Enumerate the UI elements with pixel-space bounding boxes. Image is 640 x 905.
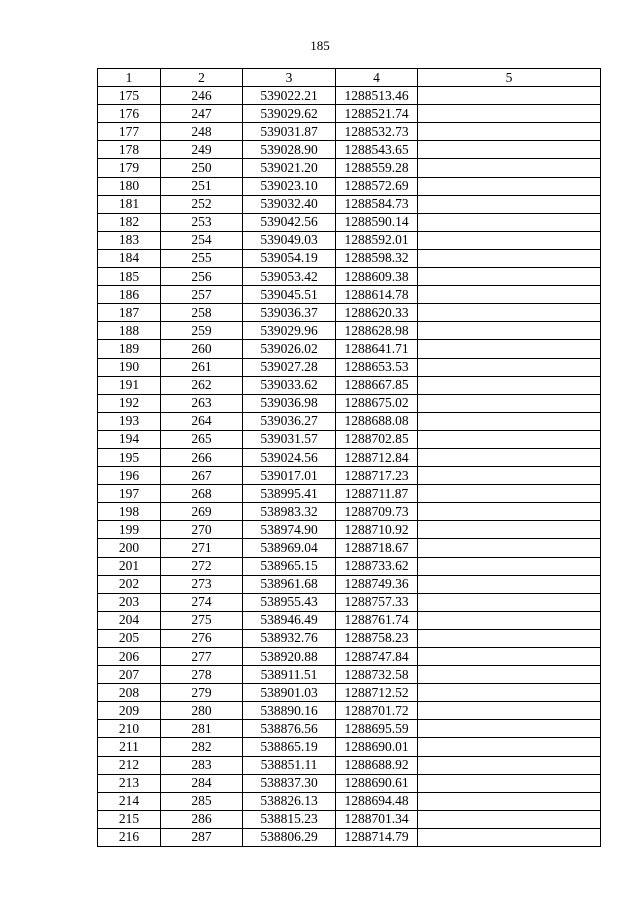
table-cell: 1288598.32 bbox=[336, 249, 418, 267]
table-cell bbox=[418, 756, 601, 774]
table-cell bbox=[418, 105, 601, 123]
table-cell: 266 bbox=[161, 448, 243, 466]
table-cell: 1288584.73 bbox=[336, 195, 418, 213]
table-cell: 1288688.08 bbox=[336, 412, 418, 430]
table-cell: 1288712.84 bbox=[336, 448, 418, 466]
table-row bbox=[98, 412, 601, 430]
table-cell: 538911.51 bbox=[243, 666, 336, 684]
table-cell: 189 bbox=[98, 340, 161, 358]
table-cell: 1288695.59 bbox=[336, 720, 418, 738]
table-cell: 1288688.92 bbox=[336, 756, 418, 774]
table-cell: 539032.40 bbox=[243, 195, 336, 213]
table-cell: 538965.15 bbox=[243, 557, 336, 575]
table-cell: 1288532.73 bbox=[336, 123, 418, 141]
table-row bbox=[98, 720, 601, 738]
table-cell: 539024.56 bbox=[243, 448, 336, 466]
table-cell: 210 bbox=[98, 720, 161, 738]
table-cell: 254 bbox=[161, 231, 243, 249]
table-cell: 181 bbox=[98, 195, 161, 213]
table-cell: 1288718.67 bbox=[336, 539, 418, 557]
column-header: 5 bbox=[418, 69, 601, 87]
table-cell: 539026.02 bbox=[243, 340, 336, 358]
table-cell: 207 bbox=[98, 666, 161, 684]
table-row bbox=[98, 213, 601, 231]
table-cell: 272 bbox=[161, 557, 243, 575]
table-cell: 180 bbox=[98, 177, 161, 195]
table-cell: 1288694.48 bbox=[336, 792, 418, 810]
table-cell bbox=[418, 774, 601, 792]
table-cell: 175 bbox=[98, 87, 161, 105]
column-header: 4 bbox=[336, 69, 418, 87]
table-row bbox=[98, 738, 601, 756]
table-cell: 273 bbox=[161, 575, 243, 593]
table-body bbox=[98, 87, 601, 847]
table-cell bbox=[418, 177, 601, 195]
table-row bbox=[98, 611, 601, 629]
table-cell bbox=[418, 629, 601, 647]
table-cell bbox=[418, 810, 601, 828]
table-cell: 1288749.36 bbox=[336, 575, 418, 593]
table-row bbox=[98, 666, 601, 684]
table-cell: 279 bbox=[161, 684, 243, 702]
table-cell: 286 bbox=[161, 810, 243, 828]
table-cell: 1288628.98 bbox=[336, 322, 418, 340]
table-cell: 1288709.73 bbox=[336, 503, 418, 521]
table-cell: 282 bbox=[161, 738, 243, 756]
column-header: 3 bbox=[243, 69, 336, 87]
table-header-row bbox=[98, 69, 601, 87]
table-cell bbox=[418, 467, 601, 485]
table-row bbox=[98, 684, 601, 702]
table-cell: 246 bbox=[161, 87, 243, 105]
table-cell: 538876.56 bbox=[243, 720, 336, 738]
table-row bbox=[98, 268, 601, 286]
table-cell bbox=[418, 286, 601, 304]
table-row bbox=[98, 467, 601, 485]
table-cell: 262 bbox=[161, 376, 243, 394]
table-cell: 1288620.33 bbox=[336, 304, 418, 322]
table-cell: 539036.98 bbox=[243, 394, 336, 412]
table-row bbox=[98, 141, 601, 159]
table-cell bbox=[418, 430, 601, 448]
table-cell bbox=[418, 394, 601, 412]
table-cell: 539017.01 bbox=[243, 467, 336, 485]
table-row bbox=[98, 87, 601, 105]
table-cell: 285 bbox=[161, 792, 243, 810]
table-cell bbox=[418, 648, 601, 666]
table-row bbox=[98, 756, 601, 774]
table-cell: 1288710.92 bbox=[336, 521, 418, 539]
table-cell: 538901.03 bbox=[243, 684, 336, 702]
table-cell: 1288747.84 bbox=[336, 648, 418, 666]
table-cell: 205 bbox=[98, 629, 161, 647]
table-cell: 538851.11 bbox=[243, 756, 336, 774]
table-cell bbox=[418, 557, 601, 575]
table-cell: 264 bbox=[161, 412, 243, 430]
table-cell: 538890.16 bbox=[243, 702, 336, 720]
table-cell bbox=[418, 213, 601, 231]
column-header: 1 bbox=[98, 69, 161, 87]
table-cell: 179 bbox=[98, 159, 161, 177]
table-cell: 275 bbox=[161, 611, 243, 629]
table-row bbox=[98, 340, 601, 358]
table-cell bbox=[418, 322, 601, 340]
table-cell: 196 bbox=[98, 467, 161, 485]
table-cell: 208 bbox=[98, 684, 161, 702]
table-cell bbox=[418, 611, 601, 629]
table-cell: 281 bbox=[161, 720, 243, 738]
table-row bbox=[98, 358, 601, 376]
table-cell: 278 bbox=[161, 666, 243, 684]
table-row bbox=[98, 430, 601, 448]
table-cell: 539027.28 bbox=[243, 358, 336, 376]
table-cell: 1288757.33 bbox=[336, 593, 418, 611]
table-cell: 271 bbox=[161, 539, 243, 557]
table-row bbox=[98, 286, 601, 304]
table-cell: 201 bbox=[98, 557, 161, 575]
table-cell: 538955.43 bbox=[243, 593, 336, 611]
table-cell: 216 bbox=[98, 828, 161, 846]
table-cell: 258 bbox=[161, 304, 243, 322]
table-cell bbox=[418, 123, 601, 141]
table-cell: 185 bbox=[98, 268, 161, 286]
table-cell: 1288543.65 bbox=[336, 141, 418, 159]
table-cell: 209 bbox=[98, 702, 161, 720]
table-cell: 257 bbox=[161, 286, 243, 304]
table-row bbox=[98, 503, 601, 521]
table-cell: 1288572.69 bbox=[336, 177, 418, 195]
table-cell: 277 bbox=[161, 648, 243, 666]
table-cell bbox=[418, 684, 601, 702]
table-cell: 249 bbox=[161, 141, 243, 159]
table-row bbox=[98, 485, 601, 503]
table-row bbox=[98, 123, 601, 141]
table-cell: 1288675.02 bbox=[336, 394, 418, 412]
table-cell: 1288614.78 bbox=[336, 286, 418, 304]
table-row bbox=[98, 195, 601, 213]
table-cell bbox=[418, 738, 601, 756]
table-row bbox=[98, 105, 601, 123]
table-cell: 538932.76 bbox=[243, 629, 336, 647]
table-cell: 1288761.74 bbox=[336, 611, 418, 629]
table-cell: 1288590.14 bbox=[336, 213, 418, 231]
table-cell bbox=[418, 231, 601, 249]
table-cell: 203 bbox=[98, 593, 161, 611]
table-row bbox=[98, 521, 601, 539]
table-cell: 1288711.87 bbox=[336, 485, 418, 503]
table-cell: 1288609.38 bbox=[336, 268, 418, 286]
table-cell bbox=[418, 448, 601, 466]
table-row bbox=[98, 249, 601, 267]
table-cell bbox=[418, 828, 601, 846]
table-cell: 192 bbox=[98, 394, 161, 412]
table-cell: 1288667.85 bbox=[336, 376, 418, 394]
table-row bbox=[98, 376, 601, 394]
table-cell: 200 bbox=[98, 539, 161, 557]
table-cell: 276 bbox=[161, 629, 243, 647]
table-row bbox=[98, 828, 601, 846]
table-cell: 1288521.74 bbox=[336, 105, 418, 123]
table-cell: 280 bbox=[161, 702, 243, 720]
table-cell: 538806.29 bbox=[243, 828, 336, 846]
table-cell: 539033.62 bbox=[243, 376, 336, 394]
table-cell: 256 bbox=[161, 268, 243, 286]
table-cell: 1288701.72 bbox=[336, 702, 418, 720]
table-cell bbox=[418, 159, 601, 177]
table-cell: 539022.21 bbox=[243, 87, 336, 105]
table-cell: 1288702.85 bbox=[336, 430, 418, 448]
table-row bbox=[98, 322, 601, 340]
table-cell: 274 bbox=[161, 593, 243, 611]
table-cell: 198 bbox=[98, 503, 161, 521]
table-cell bbox=[418, 666, 601, 684]
table-row bbox=[98, 557, 601, 575]
page-number: 185 bbox=[310, 38, 330, 53]
table-cell: 253 bbox=[161, 213, 243, 231]
table-cell: 539031.87 bbox=[243, 123, 336, 141]
table-cell: 539031.57 bbox=[243, 430, 336, 448]
table-cell: 251 bbox=[161, 177, 243, 195]
table-cell: 247 bbox=[161, 105, 243, 123]
table-cell bbox=[418, 249, 601, 267]
table-cell: 539042.56 bbox=[243, 213, 336, 231]
table-row bbox=[98, 810, 601, 828]
table-cell bbox=[418, 141, 601, 159]
table-row bbox=[98, 159, 601, 177]
table-cell: 538969.04 bbox=[243, 539, 336, 557]
table-cell: 539036.27 bbox=[243, 412, 336, 430]
table-row bbox=[98, 774, 601, 792]
table-cell: 212 bbox=[98, 756, 161, 774]
table-cell: 250 bbox=[161, 159, 243, 177]
table-cell: 191 bbox=[98, 376, 161, 394]
table-cell: 206 bbox=[98, 648, 161, 666]
table-cell bbox=[418, 195, 601, 213]
table-cell: 1288690.61 bbox=[336, 774, 418, 792]
table-row bbox=[98, 304, 601, 322]
table-cell: 199 bbox=[98, 521, 161, 539]
table-cell: 538837.30 bbox=[243, 774, 336, 792]
table-cell: 255 bbox=[161, 249, 243, 267]
table-cell: 177 bbox=[98, 123, 161, 141]
table-row bbox=[98, 448, 601, 466]
table-cell: 261 bbox=[161, 358, 243, 376]
table-cell: 287 bbox=[161, 828, 243, 846]
table-cell: 1288513.46 bbox=[336, 87, 418, 105]
table-cell bbox=[418, 304, 601, 322]
table-cell: 213 bbox=[98, 774, 161, 792]
table-cell: 197 bbox=[98, 485, 161, 503]
table-cell: 539036.37 bbox=[243, 304, 336, 322]
table-cell: 539029.62 bbox=[243, 105, 336, 123]
table-cell: 539029.96 bbox=[243, 322, 336, 340]
table-cell: 265 bbox=[161, 430, 243, 448]
table-cell: 1288714.79 bbox=[336, 828, 418, 846]
table-cell: 1288732.58 bbox=[336, 666, 418, 684]
table-cell: 269 bbox=[161, 503, 243, 521]
table-cell: 1288701.34 bbox=[336, 810, 418, 828]
table-cell: 539028.90 bbox=[243, 141, 336, 159]
table-cell: 187 bbox=[98, 304, 161, 322]
table-cell: 1288717.23 bbox=[336, 467, 418, 485]
table-row bbox=[98, 539, 601, 557]
table-cell: 184 bbox=[98, 249, 161, 267]
table-cell: 538920.88 bbox=[243, 648, 336, 666]
table-cell: 538946.49 bbox=[243, 611, 336, 629]
table-cell: 284 bbox=[161, 774, 243, 792]
table-cell: 267 bbox=[161, 467, 243, 485]
table-cell: 538961.68 bbox=[243, 575, 336, 593]
table-cell bbox=[418, 702, 601, 720]
table-cell: 260 bbox=[161, 340, 243, 358]
table-cell: 539054.19 bbox=[243, 249, 336, 267]
table-row bbox=[98, 792, 601, 810]
table-cell: 538815.23 bbox=[243, 810, 336, 828]
table-cell bbox=[418, 340, 601, 358]
table-cell: 539053.42 bbox=[243, 268, 336, 286]
table-cell bbox=[418, 268, 601, 286]
table-cell: 268 bbox=[161, 485, 243, 503]
table-cell bbox=[418, 521, 601, 539]
table-cell: 539023.10 bbox=[243, 177, 336, 195]
table-row bbox=[98, 702, 601, 720]
table-cell: 1288712.52 bbox=[336, 684, 418, 702]
table-cell: 195 bbox=[98, 448, 161, 466]
table-cell bbox=[418, 575, 601, 593]
table-cell: 539021.20 bbox=[243, 159, 336, 177]
table-cell: 215 bbox=[98, 810, 161, 828]
table-cell: 188 bbox=[98, 322, 161, 340]
table-cell bbox=[418, 503, 601, 521]
table-cell: 248 bbox=[161, 123, 243, 141]
table-row bbox=[98, 648, 601, 666]
table-cell: 539045.51 bbox=[243, 286, 336, 304]
table-cell: 190 bbox=[98, 358, 161, 376]
table-cell: 538826.13 bbox=[243, 792, 336, 810]
table-cell bbox=[418, 87, 601, 105]
table-cell: 178 bbox=[98, 141, 161, 159]
table-cell: 1288758.23 bbox=[336, 629, 418, 647]
table-cell: 538995.41 bbox=[243, 485, 336, 503]
table-cell: 193 bbox=[98, 412, 161, 430]
table-cell: 214 bbox=[98, 792, 161, 810]
table-cell: 186 bbox=[98, 286, 161, 304]
table-cell bbox=[418, 412, 601, 430]
table-cell: 202 bbox=[98, 575, 161, 593]
table-cell: 538865.19 bbox=[243, 738, 336, 756]
table-row bbox=[98, 575, 601, 593]
table-cell: 194 bbox=[98, 430, 161, 448]
table-cell: 211 bbox=[98, 738, 161, 756]
table-cell: 1288559.28 bbox=[336, 159, 418, 177]
table-row bbox=[98, 231, 601, 249]
table-cell bbox=[418, 593, 601, 611]
table-cell: 1288690.01 bbox=[336, 738, 418, 756]
table-cell bbox=[418, 358, 601, 376]
table-row bbox=[98, 394, 601, 412]
table-cell: 182 bbox=[98, 213, 161, 231]
table-cell: 1288733.62 bbox=[336, 557, 418, 575]
table-cell bbox=[418, 539, 601, 557]
table-cell: 538974.90 bbox=[243, 521, 336, 539]
table-cell: 204 bbox=[98, 611, 161, 629]
table-cell: 263 bbox=[161, 394, 243, 412]
table-cell bbox=[418, 376, 601, 394]
table-cell bbox=[418, 720, 601, 738]
table-cell: 176 bbox=[98, 105, 161, 123]
table-cell: 539049.03 bbox=[243, 231, 336, 249]
table-cell bbox=[418, 485, 601, 503]
table-cell: 538983.32 bbox=[243, 503, 336, 521]
table-cell: 183 bbox=[98, 231, 161, 249]
table-cell: 1288641.71 bbox=[336, 340, 418, 358]
table-row bbox=[98, 177, 601, 195]
table-cell: 259 bbox=[161, 322, 243, 340]
coordinates-table bbox=[97, 68, 601, 847]
table-row bbox=[98, 593, 601, 611]
table-cell: 283 bbox=[161, 756, 243, 774]
table-row bbox=[98, 629, 601, 647]
table-cell: 1288653.53 bbox=[336, 358, 418, 376]
column-header: 2 bbox=[161, 69, 243, 87]
table-cell: 252 bbox=[161, 195, 243, 213]
table-cell: 270 bbox=[161, 521, 243, 539]
table-cell bbox=[418, 792, 601, 810]
table-cell: 1288592.01 bbox=[336, 231, 418, 249]
